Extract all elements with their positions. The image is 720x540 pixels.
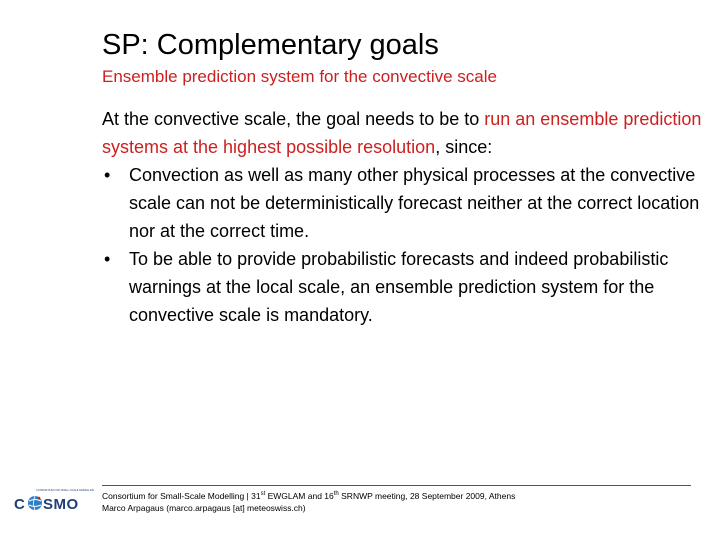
- footer-divider: [102, 485, 691, 486]
- slide-subtitle: Ensemble prediction system for the convective scale: [102, 67, 497, 86]
- footer-line-2: Marco Arpagaus (marco.arpagaus [at] meteoswiss.ch): [102, 503, 306, 513]
- bullet-text: Convection as well as many other physical processes at the convective scale can not be deterministically forecast neither at the correct location nor at the correct time.: [129, 165, 700, 241]
- bullet-text: To be able to provide probabilistic forecasts and indeed probabilistic warnings at the local scale, an ensemble prediction system for the convective scale is mandatory.: [129, 249, 669, 325]
- slide-title: SP: Complementary goals: [102, 29, 439, 61]
- bullet-item: [102, 245, 702, 329]
- cosmo-logo: [12, 486, 94, 518]
- intro-lead: At the convective scale, the goal needs to be to: [102, 109, 485, 129]
- bullet-list: [102, 161, 702, 329]
- bullet-marker: •: [104, 165, 111, 185]
- footer-line-1: Consortium for Small-Scale Modelling | 31st EWGLAM and 16th SRNWP meeting, 28 September 2009, Athens: [102, 491, 516, 501]
- bullet-item: [102, 161, 702, 245]
- slide-body: [102, 105, 702, 329]
- intro-emphasis: run an ensemble prediction systems at the highest possible resolution: [102, 109, 702, 157]
- logo-letter-c: C: [14, 496, 25, 513]
- footer: [102, 490, 515, 514]
- logo-letters-smo: SMO: [43, 496, 79, 513]
- bullet-marker: •: [104, 249, 111, 269]
- logo-tagline: CONSORTIUM FOR SMALL-SCALE MODELLING: [36, 489, 94, 492]
- globe-icon: [28, 496, 42, 510]
- intro-tail: , since:: [435, 137, 493, 157]
- intro-paragraph: [102, 105, 702, 161]
